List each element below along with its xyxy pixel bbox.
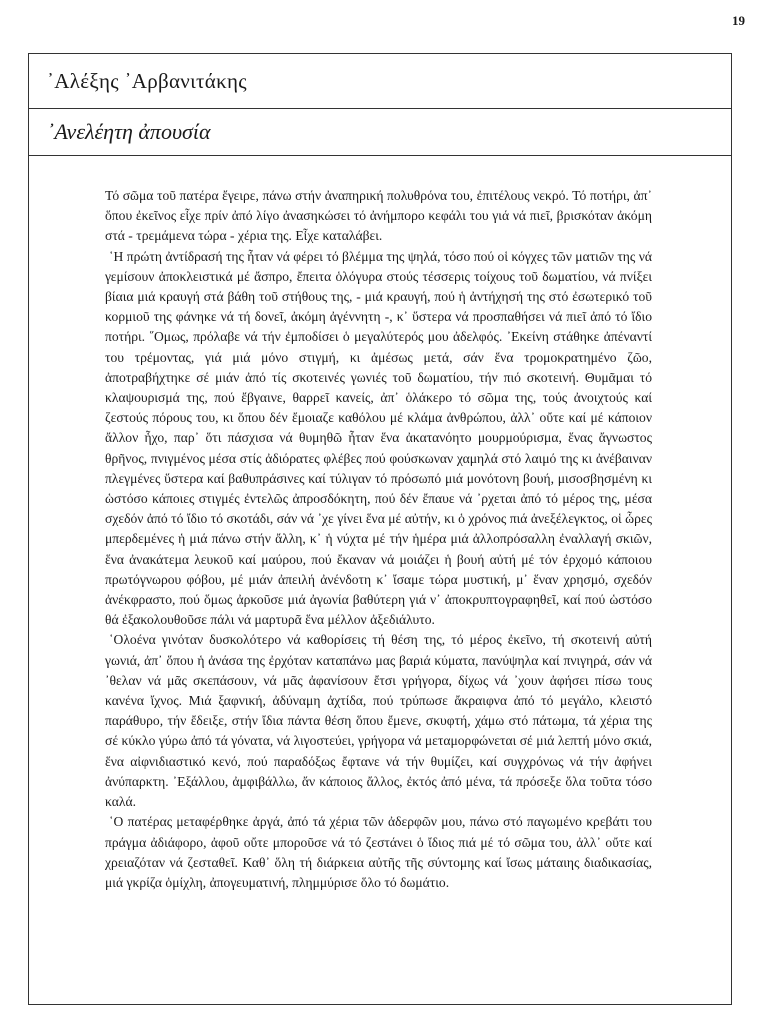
paragraph: ῾Η πρώτη ἀντίδρασή της ἦταν νά φέρει τό βλέμμα της ψηλά, τόσο πού οἱ κόγχες τῶν ματιῶν της νά γεμίσουν ἀποκλειστικά μέ ἄσπρο, ἔπειτα ὁλόγυρα στούς τέσσερις τοίχους τοῦ δωματίου, νά πνίξει βίαια μιά κραυγή στά βάθη τοῦ στήθους της, - μιά κραυγή, πού ἡ ἀντήχησή της στό ἐσωτερικό τοῦ κορμιοῦ της φάνηκε νά τή δονεῖ, ἀκόμη ἀγέννητη -, κ᾿ ὕστερα νά προσπαθήσει νά πιεῖ ἀπό τό ἴδιο ποτήρι. ῞Ομως, πρόλαβε νά τήν ἐμποδίσει ὁ μεγαλύτερός μου ἀδελφός. ᾿Εκείνη στάθηκε ἀπέναντί του τρέμοντας, γιά μιά μόνο στιγμή, κι ἀμέσως μετά, σάν ἕνα τρομοκρατημένο ζῶο, ἀποτραβήχτηκε σέ μιάν ἀπό τίς σκοτεινές γωνιές τοῦ δωματίου, τήν πιό σκοτεινή. Θυμᾶμαι τό κλαψουρισμά της, πού ἔβγαινε, θαρρεῖ κανείς, ἀπ᾿ ὁλάκερο τό σῶμα της, τούς ἀνοιχτούς καί ζεστούς πόρους του, κι ὅπου δέν ἔμοιαζε καθόλου μέ κλάμα ἀνθρώπου, ἀλλ᾿ οὔτε καί μέ κάποιον ἄλλον ἦχο, παρ᾿ ὅτι πάσχισα νά θυμηθῶ ἦταν ἕνα ἀκατανόητο μουρμούρισμα, ἕνας ἄγνωστος θρῆνος, πνιγμένος μέσα στίς ἀδιόρατες φλέβες πού φούσκωναν χαμηλά στό λαιμό της κι ἀνέβαιναν πλεγμένες ὕστερα καί βαθυπράσινες καί τύλιγαν τό πρόσωπό μιά μονότονη βουή, μισοσβησμένη κι ὡστόσο κάποιες στιγμές ἐντελῶς ἀπροσδόκητη, πού δέν ἔπαυε νά ᾿ρχεται ἀπό τό μέρος της, μέσα σχεδόν ἀπό τό ἴδιο τό σκοτάδι, σάν νά ᾿χε γίνει ἕνα μέ αὐτήν, κι ὁ χρόνος πιά ἀνεξέλεγκτος, οἱ ὧρες μπερδεμένες ἡ μιά πάνω στήν ἄλλη, κ᾿ ἡ νύχτα μέ τήν ἡμέρα μιά ἀλλοπρόσαλλη ἐναλλαγή σκιῶν, ἕνα ἀνακάτεμα λευκοῦ καί μαύρου, πού ἔκαναν νά μοιάζει ἡ βουή αὐτή μέ τόν ἐρχομό κάποιου πρωτόγνωρου φόβου, μέ μιάν ἀπειλή ἀνένδοτη κ᾿ ἴσαμε τώρα μυστική, μ᾿ ἕναν χρησμό, σχεδόν ἀνέκφραστο, πού ὅμως ἀρκοῦσε μιά ἀγωνία βαθύτερη γιά ν᾿ ἀποκρυπτογραφηθεῖ, καί πού ὡστόσο θά ἐξακολουθοῦσε πάλι νά μαρτυρᾶ ἕνα μέλλον ἀξεδιάλυτο. [105,248,652,628]
story-title: ᾿Ανελέητη ἀπουσία [47,119,211,144]
paragraph: ῾Ολοένα γινόταν δυσκολότερο νά καθορίσεις τή θέση της, τό μέρος ἐκεῖνο, τή σκοτεινή αὐτή γωνιά, ἀπ᾿ ὅπου ἡ ἀνάσα της ἐρχόταν καταπάνω μας βαριά κύματα, πανύψηλα καί πνιγηρά, σάν νά ᾿θελαν νά μᾶς σκεπάσουν, νά μᾶς ἀφανίσουν ἔτσι γρήγορα, δίχως νά ᾿χουν ἀφήσει πίσω τους κανένα ἴχνος. Μιά ξαφνική, ἀδύναμη ἀχτίδα, πού τρύπωσε ἄκραιφνα ἀπό τό μεγάλο, κλειστό παράθυρο, τήν ἔδειξε, στήν ἴδια πάντα θέση ὅπου ἔμενε, σκυφτή, χάμω στό πάτωμα, τά χέρια της σέ κύκλο γύρω ἀπό τά γόνατα, νά λιγοστεύει, γρήγορα νά μεταμορφώνεται σέ μιά λεπτή μόνο σκιά, ἕνα αἰφνιδιαστικό κενό, πού παραδόξως ἔφτανε νά τήν θυμίζει, καί συγχρόνως νά τήν ἀφήνει ἀνύπαρκτη. ᾿Εξάλλου, ἀμφιβάλλω, ἄν κάποιος ἄλλος, ἐκτός ἀπό μένα, τά πρόσεξε ὅλα τοῦτα τόσο καλά. [105,632,652,810]
paragraph: ῾Ο πατέρας μεταφέρθηκε ἀργά, ἀπό τά χέρια τῶν ἀδερφῶν μου, πάνω στό παγωμένο κρεβάτι του πράγμα ἀδιάφορο, ἀφοῦ οὔτε μποροῦσε νά τό ζεστάνει ὁ ἴδιος πιά μέ τό σῶμα του, ἀλλ᾿ οὔτε καί χρειαζόταν νά ζεσταθεῖ. Καθ᾿ ὅλη τή διάρκεια αὐτῆς τῆς σύντομης καί ἴσως μάταιης διαδικασίας, μιά γκρίζα ὁμίχλη, ἀπογευματινή, πλημμύρισε ὅλο τό δωμάτιο. [105,814,652,890]
author-name: ᾿Αλέξης ᾿Αρβανιτάκης [47,68,247,93]
story-body [105,186,652,893]
title-header [29,109,731,156]
author-header [29,54,731,109]
paragraph: Τό σῶμα τοῦ πατέρα ἔγειρε, πάνω στήν ἀναπηρική πολυθρόνα του, ἐπιτέλους νεκρό. Τό ποτήρι, ἀπ᾿ ὅπου ἐκεῖνος εἶχε πρίν ἀπό λίγο ἀνασηκώσει τό ἀνήμπορο κεφάλι του γιά νά πιεῖ, βρισκόταν ἀκόμη στά - τρεμάμενα τώρα - χέρια της. Εἶχε καταλάβει. [105,188,652,244]
page-number: 19 [732,13,745,28]
